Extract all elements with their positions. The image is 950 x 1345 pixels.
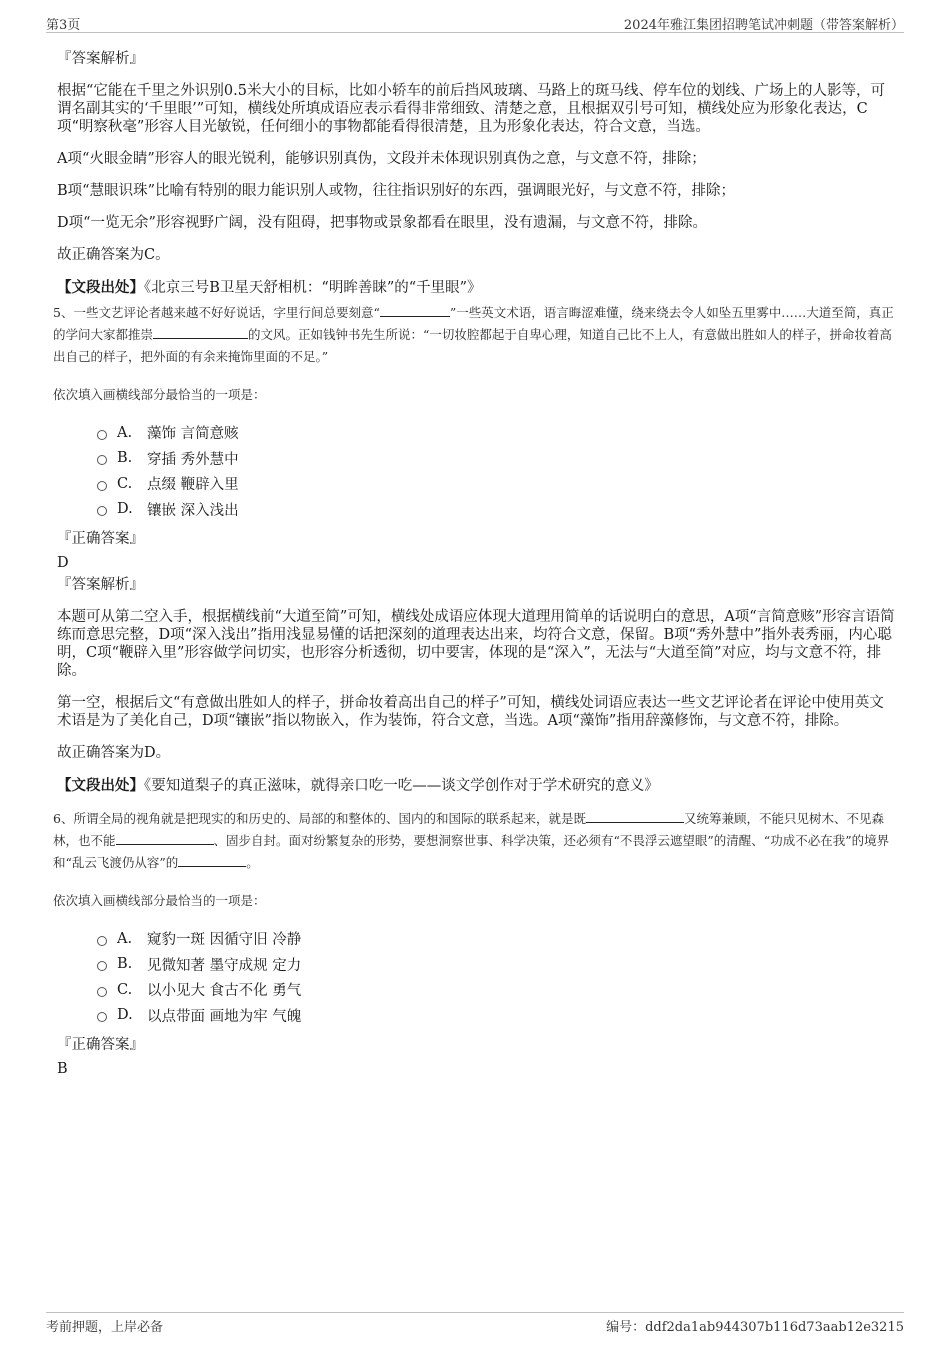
q5-options xyxy=(97,420,898,522)
page-footer xyxy=(46,1312,904,1335)
q4-source-label: 【文段出处】 xyxy=(57,279,144,296)
radio-icon[interactable] xyxy=(97,1012,107,1022)
q4-analysis-label: 『答案解析』 xyxy=(57,51,144,67)
q4-analysis-para-2: A项“火眼金睛”形容人的眼光锐利，能够识别真伪，文段并未体现识别真伪之意，与文意不符，排除； xyxy=(57,151,706,167)
q5-answer: D xyxy=(57,555,69,571)
option-letter: D. xyxy=(117,1007,133,1024)
radio-icon[interactable] xyxy=(97,936,107,946)
q5-option-d[interactable] xyxy=(97,497,898,523)
q6-blank-3 xyxy=(178,852,246,867)
option-letter: C. xyxy=(117,475,133,492)
q6-answer: B xyxy=(57,1061,68,1077)
option-text: 以点带面 画地为牢 气魄 xyxy=(147,1008,302,1025)
q6-options xyxy=(97,926,898,1028)
q5-analysis-para-2: 第一空，根据后文“有意做出胜如人的样子，拼命妆着高出自己的样子”可知，横线处词语应表达一些文艺评论者在评论中使用英文术语是为了美化自己，D项“镶嵌”指以物嵌入，作为装饰，符合文意，当选。A项“藻饰”指用辞藻修饰，与文意不符，排除。 xyxy=(57,695,884,729)
option-text: 点缀 鞭辟入里 xyxy=(147,477,239,494)
option-letter: C. xyxy=(117,981,133,998)
q6-option-b[interactable] xyxy=(97,952,898,978)
option-letter: B. xyxy=(117,956,133,973)
footer-slogan: 考前押题，上岸必备 xyxy=(46,1320,164,1335)
q6-text-part-c: 、固步自封。面对纷繁复杂的形势，要想洞察世事、科学决策，还必须有“不畏浮云遮望眼”的清醒、“功成不必在我”的境界和“乱云飞渡仍从容”的 xyxy=(53,833,890,870)
option-text: 以小见大 食古不化 勇气 xyxy=(147,983,302,1000)
radio-icon[interactable] xyxy=(97,961,107,971)
option-letter: B. xyxy=(117,450,133,467)
q5-option-b[interactable] xyxy=(97,446,898,472)
q5-text-part-a: 5、一些文艺评论者越来越不好好说话，字里行间总要刻意“ xyxy=(53,305,380,320)
page-number: 第3页 xyxy=(46,18,81,33)
option-text: 镶嵌 深入浅出 xyxy=(147,502,239,519)
q5-conclusion: 故正确答案为D。 xyxy=(57,745,171,761)
q6-blank-2 xyxy=(116,830,214,845)
q5-analysis-para-1: 本题可从第二空入手，根据横线前“大道至简”可知，横线处成语应体现大道理用简单的话说明白的意思，A项“言简意赅”形容言语简练而意思完整，D项“深入浅出”指用浅显易懂的话把深刻的道理表达出来，均符合文意，保留。B项“秀外慧中”指外表秀丽，内心聪明，C项“鞭辟入里”形容做学问切实，也形容分析透彻，切中要害，体现的是“深入”，无法与“大道至简”对应，均与文意不符，排除。 xyxy=(57,609,895,679)
q5-source xyxy=(57,776,898,796)
q5-answer-label: 『正确答案』 xyxy=(57,531,144,547)
option-letter: A. xyxy=(117,424,133,441)
q5-text-part-c: 的文风。正如钱钟书先生所说：“一切妆腔都起于自卑心理，知道自己比不上人，有意做出胜如人的样子，拼命妆着高出自己的样子，把外面的有余来掩饰里面的不足。” xyxy=(53,327,892,364)
q5-blank-2 xyxy=(153,324,248,339)
q4-source xyxy=(57,278,898,298)
q4-conclusion: 故正确答案为C。 xyxy=(57,247,170,263)
q4-analysis-para-3: B项“慧眼识珠”比喻有特别的眼力能识别人或物，往往指识别好的东西，强调眼光好，与文意不符，排除； xyxy=(57,183,735,199)
q5-analysis-label: 『答案解析』 xyxy=(57,577,144,593)
q6-option-c[interactable] xyxy=(97,977,898,1003)
option-text: 穿插 秀外慧中 xyxy=(147,451,239,468)
q6-answer-label: 『正确答案』 xyxy=(57,1037,144,1053)
q4-analysis-para-4: D项“一览无余”形容视野广阔，没有阻碍，把事物或景象都看在眼里，没有遗漏，与文意不符，排除。 xyxy=(57,215,707,231)
page-header xyxy=(46,12,904,33)
q5-source-label: 【文段出处】 xyxy=(57,777,144,794)
q5-question-text xyxy=(53,302,898,368)
q5-option-c[interactable] xyxy=(97,471,898,497)
q4-analysis-para-1: 根据“它能在千里之外识别0.5米大小的目标，比如小轿车的前后挡风玻璃、马路上的斑马线、停车位的划线、广场上的人影等，可谓名副其实的‘千里眼’”可知，横线处所填成语应表示看得非常细致、清楚之意，且根据双引号可知，横线处应为形象化表达，C项“明察秋毫”形容人目光敏锐，任何细小的事物都能看得很清楚，且为形象化表达，符合文意，当选。 xyxy=(57,83,885,135)
document-title: 2024年雅江集团招聘笔试冲刺题（带答案解析） xyxy=(623,18,904,33)
q6-option-d[interactable] xyxy=(97,1003,898,1029)
option-text: 窥豹一斑 因循守旧 冷静 xyxy=(147,932,302,949)
q6-prompt: 依次填入画横线部分最恰当的一项是： xyxy=(53,893,266,908)
q5-source-text: 《要知道梨子的真正滋味，就得亲口吃一吃——谈文学创作对于学术研究的意义》 xyxy=(144,778,659,794)
document-serial: 编号：ddf2da1ab944307b116d73aab12e3215 xyxy=(606,1320,904,1335)
q6-question-text xyxy=(53,808,898,874)
q6-blank-1 xyxy=(586,808,684,823)
q5-option-a[interactable] xyxy=(97,420,898,446)
q5-prompt: 依次填入画横线部分最恰当的一项是： xyxy=(53,387,266,402)
option-letter: D. xyxy=(117,501,133,518)
radio-icon[interactable] xyxy=(97,455,107,465)
page-content xyxy=(53,48,898,1078)
q5-blank-1 xyxy=(380,302,450,317)
radio-icon[interactable] xyxy=(97,430,107,440)
q5-text-part-b: ”一些英文术语，语言晦涩难懂，绕来绕去令人如坠五里雾中……大道至简，真正的学问大家都推崇 xyxy=(53,305,894,342)
option-text: 见微知著 墨守成规 定力 xyxy=(147,957,302,974)
q6-text-part-b: 又统筹兼顾，不能只见树木、不见森林，也不能 xyxy=(53,811,884,848)
radio-icon[interactable] xyxy=(97,506,107,516)
radio-icon[interactable] xyxy=(97,481,107,491)
radio-icon[interactable] xyxy=(97,987,107,997)
q6-text-part-d: 。 xyxy=(246,855,259,870)
option-text: 藻饰 言简意赅 xyxy=(147,426,239,443)
option-letter: A. xyxy=(117,930,133,947)
q4-source-text: 《北京三号B卫星天舒相机：“明眸善睐”的“千里眼”》 xyxy=(144,280,482,296)
q6-option-a[interactable] xyxy=(97,926,898,952)
q6-text-part-a: 6、所谓全局的视角就是把现实的和历史的、局部的和整体的、国内的和国际的联系起来，就是既 xyxy=(53,811,586,826)
